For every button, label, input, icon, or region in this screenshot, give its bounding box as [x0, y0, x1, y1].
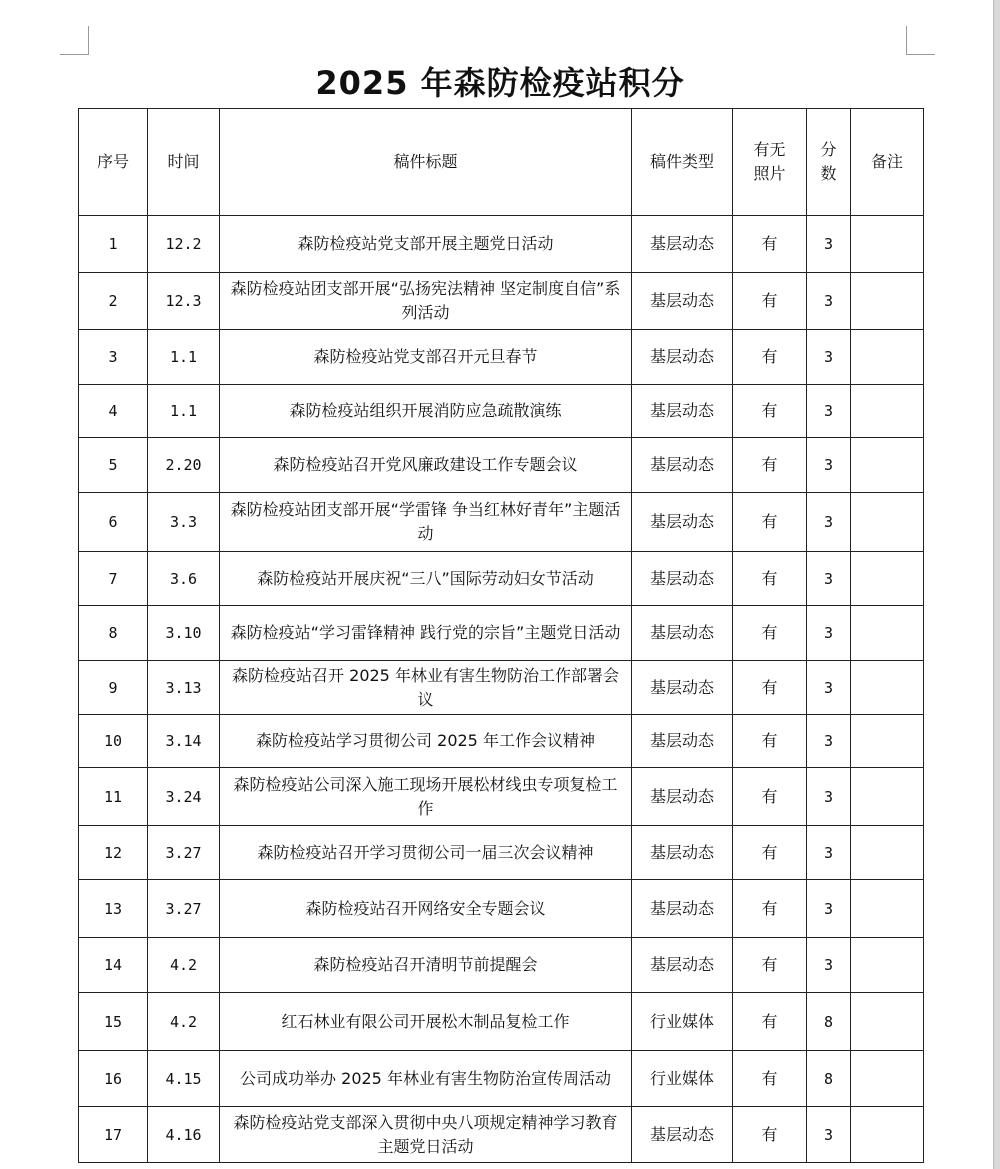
- cell-type: 基层动态: [632, 493, 733, 552]
- cell-index: 11: [79, 768, 148, 826]
- cell-index: 16: [79, 1051, 148, 1107]
- table-row: [79, 330, 924, 385]
- cell-time: 2.20: [148, 438, 220, 493]
- cell-photo: 有: [733, 493, 807, 552]
- table-row: [79, 216, 924, 273]
- table-row: [79, 938, 924, 993]
- cell-time: 3.3: [148, 493, 220, 552]
- cell-photo: 有: [733, 606, 807, 661]
- table-row: [79, 826, 924, 880]
- table-body: [79, 216, 924, 1163]
- cell-title: 森防检疫站“学习雷锋精神 践行党的宗旨”主题党日活动: [220, 606, 632, 661]
- header-title: 稿件标题: [220, 109, 632, 216]
- cell-title: 森防检疫站团支部开展“学雷锋 争当红林好青年”主题活动: [220, 493, 632, 552]
- cell-score: 3: [807, 438, 851, 493]
- cell-type: 基层动态: [632, 273, 733, 330]
- cell-photo: 有: [733, 938, 807, 993]
- header-note: 备注: [851, 109, 924, 216]
- cell-type: 基层动态: [632, 826, 733, 880]
- cell-score: 8: [807, 1051, 851, 1107]
- table-row: [79, 606, 924, 661]
- cell-photo: 有: [733, 880, 807, 938]
- cell-score: 3: [807, 1107, 851, 1163]
- cell-title: 森防检疫站党支部开展主题党日活动: [220, 216, 632, 273]
- cell-photo: 有: [733, 438, 807, 493]
- cell-index: 1: [79, 216, 148, 273]
- cell-photo: 有: [733, 330, 807, 385]
- cell-type: 基层动态: [632, 606, 733, 661]
- cell-note: [851, 826, 924, 880]
- cell-photo: 有: [733, 768, 807, 826]
- cell-index: 10: [79, 715, 148, 768]
- table-row: [79, 438, 924, 493]
- cell-title: 森防检疫站党支部召开元旦春节: [220, 330, 632, 385]
- cell-score: 3: [807, 385, 851, 438]
- cell-score: 3: [807, 330, 851, 385]
- cell-photo: 有: [733, 216, 807, 273]
- cell-title: 森防检疫站团支部开展“弘扬宪法精神 坚定制度自信”系列活动: [220, 273, 632, 330]
- cell-photo: 有: [733, 993, 807, 1051]
- cell-score: 3: [807, 715, 851, 768]
- cell-title: 森防检疫站召开党风廉政建设工作专题会议: [220, 438, 632, 493]
- cell-time: 3.27: [148, 826, 220, 880]
- cell-time: 3.24: [148, 768, 220, 826]
- table-row: [79, 993, 924, 1051]
- cell-index: 7: [79, 552, 148, 606]
- page-margin-mark-left: [60, 26, 89, 55]
- cell-photo: 有: [733, 385, 807, 438]
- document-title: 2025 年森防检疫站积分: [315, 64, 685, 102]
- table-header-row: [79, 109, 924, 216]
- cell-note: [851, 438, 924, 493]
- cell-type: 基层动态: [632, 552, 733, 606]
- cell-title: 森防检疫站召开学习贯彻公司一届三次会议精神: [220, 826, 632, 880]
- header-photo: 有无照片: [733, 109, 807, 216]
- cell-time: 1.1: [148, 385, 220, 438]
- table-row: [79, 1051, 924, 1107]
- table-row: [79, 661, 924, 715]
- cell-score: 3: [807, 880, 851, 938]
- cell-score: 3: [807, 606, 851, 661]
- table-row: [79, 715, 924, 768]
- cell-time: 12.2: [148, 216, 220, 273]
- cell-note: [851, 993, 924, 1051]
- cell-index: 9: [79, 661, 148, 715]
- cell-index: 12: [79, 826, 148, 880]
- page-margin-mark-right: [906, 26, 935, 55]
- cell-time: 3.6: [148, 552, 220, 606]
- cell-note: [851, 273, 924, 330]
- cell-type: 基层动态: [632, 1107, 733, 1163]
- cell-note: [851, 661, 924, 715]
- cell-time: 1.1: [148, 330, 220, 385]
- cell-type: 行业媒体: [632, 1051, 733, 1107]
- table-row: [79, 552, 924, 606]
- cell-title: 森防检疫站组织开展消防应急疏散演练: [220, 385, 632, 438]
- table-row: [79, 493, 924, 552]
- cell-note: [851, 493, 924, 552]
- cell-note: [851, 1107, 924, 1163]
- cell-photo: 有: [733, 552, 807, 606]
- cell-index: 14: [79, 938, 148, 993]
- cell-note: [851, 1051, 924, 1107]
- cell-note: [851, 330, 924, 385]
- cell-time: 12.3: [148, 273, 220, 330]
- cell-photo: 有: [733, 1051, 807, 1107]
- cell-title: 森防检疫站召开网络安全专题会议: [220, 880, 632, 938]
- header-type: 稿件类型: [632, 109, 733, 216]
- cell-note: [851, 715, 924, 768]
- cell-title: 森防检疫站召开清明节前提醒会: [220, 938, 632, 993]
- table-row: [79, 768, 924, 826]
- table-row: [79, 1107, 924, 1163]
- score-table: [78, 108, 924, 1163]
- cell-type: 基层动态: [632, 216, 733, 273]
- cell-type: 基层动态: [632, 768, 733, 826]
- cell-score: 3: [807, 273, 851, 330]
- table-row: [79, 273, 924, 330]
- cell-photo: 有: [733, 273, 807, 330]
- cell-time: 3.27: [148, 880, 220, 938]
- cell-time: 3.10: [148, 606, 220, 661]
- cell-type: 基层动态: [632, 385, 733, 438]
- cell-note: [851, 606, 924, 661]
- cell-note: [851, 880, 924, 938]
- header-score: 分数: [807, 109, 851, 216]
- cell-score: 3: [807, 938, 851, 993]
- cell-title: 森防检疫站公司深入施工现场开展松材线虫专项复检工作: [220, 768, 632, 826]
- cell-photo: 有: [733, 715, 807, 768]
- cell-index: 3: [79, 330, 148, 385]
- cell-index: 4: [79, 385, 148, 438]
- cell-time: 4.15: [148, 1051, 220, 1107]
- cell-type: 行业媒体: [632, 993, 733, 1051]
- cell-photo: 有: [733, 826, 807, 880]
- cell-title: 公司成功举办 2025 年林业有害生物防治宣传周活动: [220, 1051, 632, 1107]
- cell-title: 红石林业有限公司开展松木制品复检工作: [220, 993, 632, 1051]
- cell-note: [851, 552, 924, 606]
- cell-title: 森防检疫站党支部深入贯彻中央八项规定精神学习教育主题党日活动: [220, 1107, 632, 1163]
- cell-score: 3: [807, 826, 851, 880]
- cell-note: [851, 938, 924, 993]
- cell-index: 17: [79, 1107, 148, 1163]
- cell-index: 6: [79, 493, 148, 552]
- cell-time: 4.16: [148, 1107, 220, 1163]
- cell-title: 森防检疫站召开 2025 年林业有害生物防治工作部署会议: [220, 661, 632, 715]
- cell-type: 基层动态: [632, 330, 733, 385]
- cell-score: 3: [807, 493, 851, 552]
- cell-time: 3.13: [148, 661, 220, 715]
- window-edge-strip: [993, 0, 1000, 1169]
- cell-time: 4.2: [148, 993, 220, 1051]
- table-row: [79, 880, 924, 938]
- cell-type: 基层动态: [632, 661, 733, 715]
- cell-score: 3: [807, 768, 851, 826]
- cell-photo: 有: [733, 661, 807, 715]
- cell-note: [851, 216, 924, 273]
- cell-type: 基层动态: [632, 438, 733, 493]
- cell-score: 3: [807, 661, 851, 715]
- header-index: 序号: [79, 109, 148, 216]
- cell-index: 8: [79, 606, 148, 661]
- cell-index: 5: [79, 438, 148, 493]
- cell-score: 3: [807, 216, 851, 273]
- cell-type: 基层动态: [632, 715, 733, 768]
- table-row: [79, 385, 924, 438]
- cell-index: 15: [79, 993, 148, 1051]
- cell-score: 3: [807, 552, 851, 606]
- cell-index: 13: [79, 880, 148, 938]
- cell-time: 3.14: [148, 715, 220, 768]
- cell-type: 基层动态: [632, 938, 733, 993]
- cell-title: 森防检疫站开展庆祝“三八”国际劳动妇女节活动: [220, 552, 632, 606]
- cell-index: 2: [79, 273, 148, 330]
- cell-note: [851, 768, 924, 826]
- cell-type: 基层动态: [632, 880, 733, 938]
- cell-title: 森防检疫站学习贯彻公司 2025 年工作会议精神: [220, 715, 632, 768]
- header-time: 时间: [148, 109, 220, 216]
- cell-score: 8: [807, 993, 851, 1051]
- cell-time: 4.2: [148, 938, 220, 993]
- cell-note: [851, 385, 924, 438]
- cell-photo: 有: [733, 1107, 807, 1163]
